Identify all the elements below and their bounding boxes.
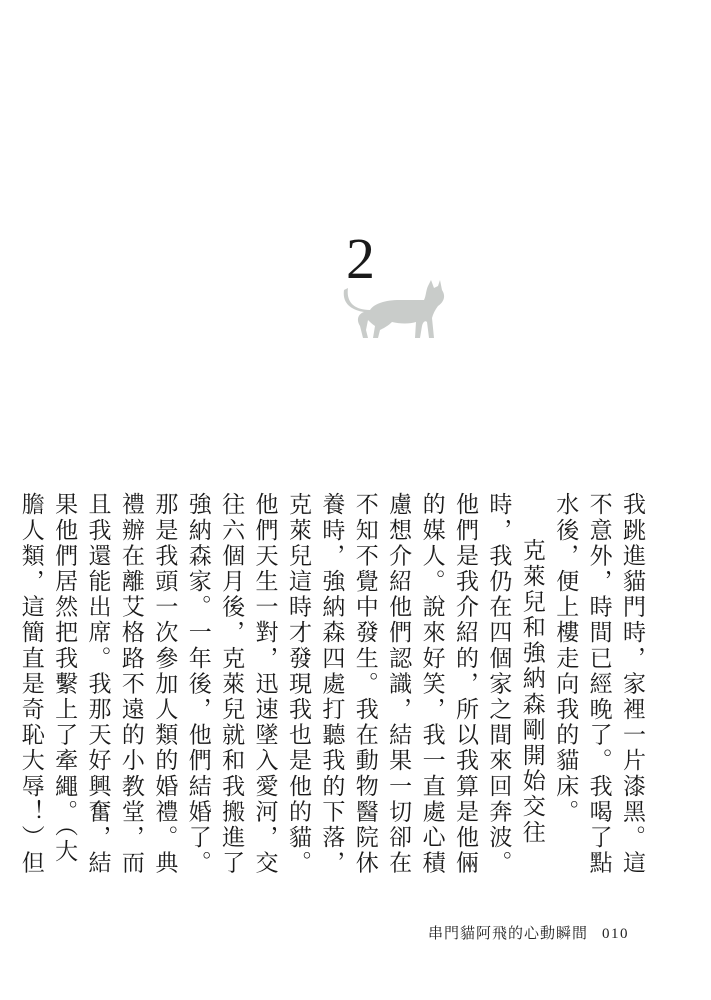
- page-number: 010: [602, 926, 629, 942]
- cat-silhouette-icon: [340, 260, 450, 340]
- paragraph: 克萊兒和強納森剛開始交往時，我仍在四個家之間來回奔波。他們是我介紹的，所以我算是他倆的媒人。說來好笑，我一直處心積慮想介紹他們認識，結果一切卻在不知不覺中發生。我在動物醫院休養時，強納森四處打聽我的下落，克萊兒這時才發現我也是他的貓。他們天生一對，迅速墜入愛河，交往六個月後，克萊兒就和我搬進了強納森家。一年後，他們結婚了。那是我頭一次參加人類的婚禮。典禮辦在離艾格路不遠的小教堂，而且我還能出席。我那天好興奮，結果他們居然把我繫上了牽繩。（大膽人類，這簡直是奇恥大辱！）但: [17, 492, 545, 876]
- body-text: [17, 492, 648, 878]
- chapter-number: 2: [346, 226, 375, 291]
- book-title: 串門貓阿飛的心動瞬間: [427, 924, 588, 942]
- paragraph: 我跳進貓門時，家裡一片漆黑。這不意外，時間已經晚了。我喝了點水後，便上樓走向我的貓床。: [552, 492, 645, 876]
- page-footer: [428, 922, 629, 943]
- chapter-heading: [340, 226, 450, 340]
